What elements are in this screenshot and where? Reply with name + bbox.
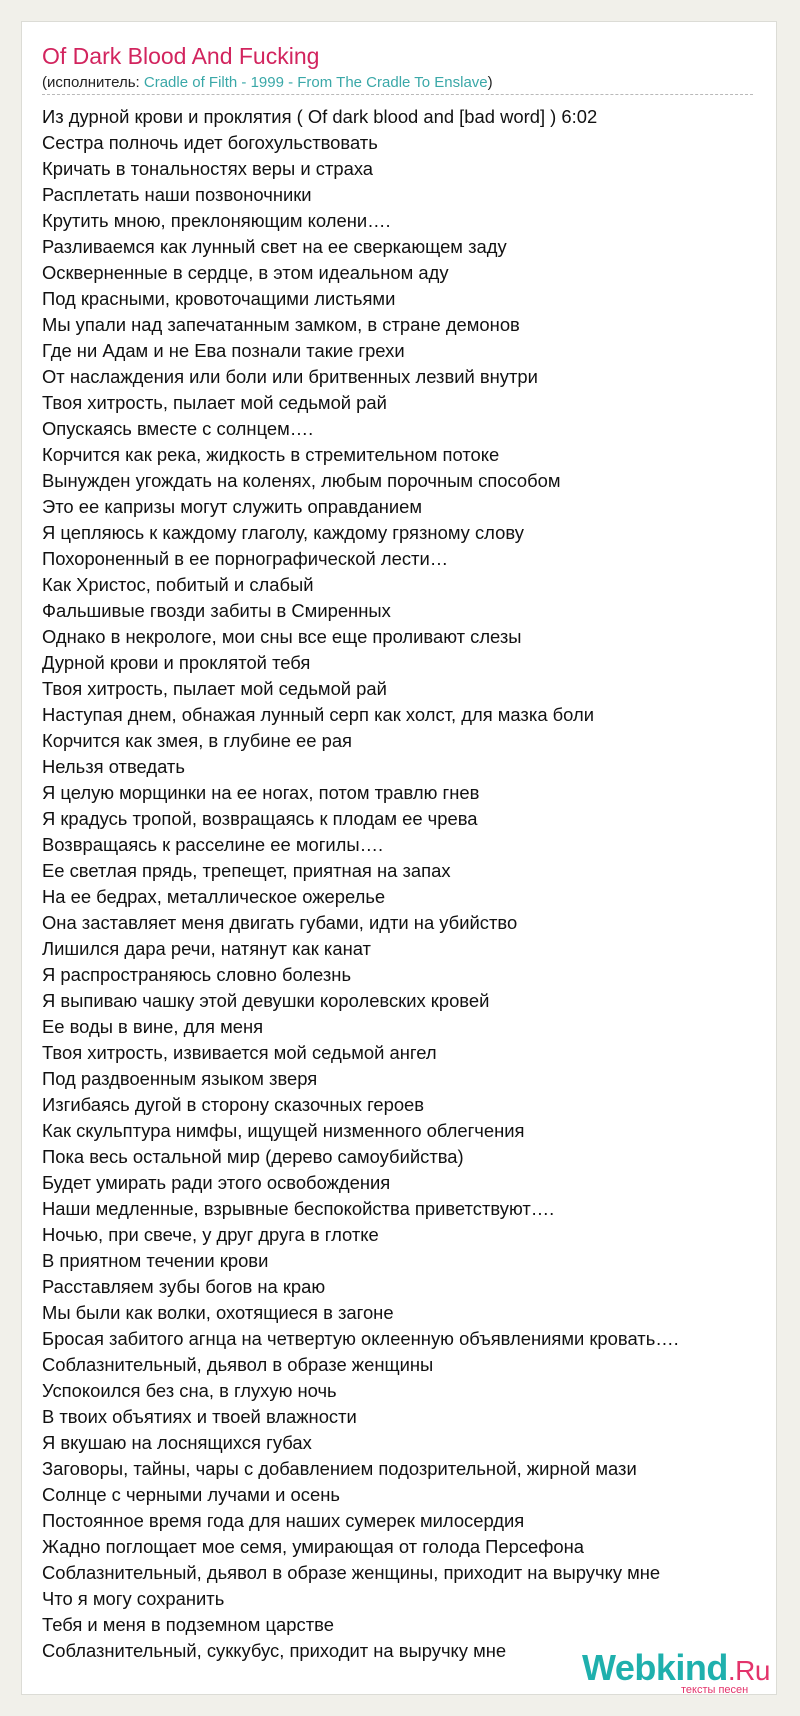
lyric-line: Что я могу сохранить: [42, 1588, 225, 1609]
logo-tld: .Ru: [727, 1655, 770, 1686]
lyric-line: Оскверненные в сердце, в этом идеальном аду: [42, 262, 449, 283]
lyric-line: Бросая забитого агнца на четвертую оклеенную объявлениями кровать….: [42, 1328, 679, 1349]
lyric-line: Мы упали над запечатанным замком, в стране демонов: [42, 314, 520, 335]
lyric-line: Я выпиваю чашку этой девушки королевских кровей: [42, 990, 490, 1011]
lyric-line: Из дурной крови и проклятия ( Of dark blood and [bad word] ) 6:02: [42, 106, 598, 127]
lyric-line: Ее светлая прядь, трепещет, приятная на запах: [42, 860, 451, 881]
lyric-line: Пока весь остальной мир (дерево самоубийства): [42, 1146, 464, 1167]
webkind-logo[interactable]: [582, 1647, 782, 1697]
lyric-line: Крутить мною, преклоняющим колени….: [42, 210, 391, 231]
lyric-line: Жадно поглощает мое семя, умирающая от голода Персефона: [42, 1536, 584, 1557]
lyric-line: Корчится как змея, в глубине ее рая: [42, 730, 353, 751]
lyric-line: На ее бедрах, металлическое ожерелье: [42, 886, 386, 907]
song-title: Of Dark Blood And Fucking: [42, 43, 320, 69]
lyric-line: Расставляем зубы богов на краю: [42, 1276, 326, 1297]
lyric-line: Как скульптура нимфы, ищущей низменного облегчения: [42, 1120, 525, 1141]
lyric-line: Я крадусь тропой, возвращаясь к плодам ее чрева: [42, 808, 478, 829]
lyric-line: Я цепляюсь к каждому глаголу, каждому грязному слову: [42, 522, 524, 543]
logo-tagline: тексты песен: [681, 1684, 749, 1696]
lyric-line: Я вкушаю на лоснящихся губах: [42, 1432, 312, 1453]
lyric-line: Корчится как река, жидкость в стремительном потоке: [42, 444, 500, 465]
lyric-line: В приятном течении крови: [42, 1250, 269, 1271]
lyric-line: Соблазнительный, дьявол в образе женщины, приходит на выручку мне: [42, 1562, 661, 1583]
lyric-line: Дурной крови и проклятой тебя: [42, 652, 311, 673]
lyric-line: Тебя и меня в подземном царстве: [42, 1614, 334, 1635]
artist-suffix: ): [487, 74, 493, 91]
lyric-line: Твоя хитрость, пылает мой седьмой рай: [42, 392, 387, 413]
lyric-line: Однако в некрологе, мои сны все еще проливают слезы: [42, 626, 522, 647]
lyric-line: Разливаемся как лунный свет на ее сверкающем заду: [42, 236, 507, 257]
lyric-line: Сестра полночь идет богохульствовать: [42, 132, 378, 153]
lyric-line: Лишился дара речи, натянут как канат: [42, 938, 371, 959]
lyric-line: Соблазнительный, суккубус, приходит на выручку мне: [42, 1640, 507, 1661]
lyric-line: Я распространяюсь словно болезнь: [42, 964, 352, 985]
lyric-line: Изгибаясь дугой в сторону сказочных героев: [42, 1094, 425, 1115]
lyric-line: Соблазнительный, дьявол в образе женщины: [42, 1354, 434, 1375]
artist-prefix: (исполнитель:: [42, 74, 144, 91]
lyric-line: Будет умирать ради этого освобождения: [42, 1172, 391, 1193]
lyric-line: Наши медленные, взрывные беспокойства приветствуют….: [42, 1198, 555, 1219]
lyric-line: Возвращаясь к расселине ее могилы….: [42, 834, 384, 855]
lyric-line: Где ни Адам и не Ева познали такие грехи: [42, 340, 405, 361]
lyric-line: Она заставляет меня двигать губами, идти на убийство: [42, 912, 518, 933]
lyric-line: Фальшивые гвозди забиты в Смиренных: [42, 600, 391, 621]
lyric-line: Ночью, при свече, у друг друга в глотке: [42, 1224, 379, 1245]
lyric-line: Под красными, кровоточащими листьями: [42, 288, 396, 309]
lyric-line: Ее воды в вине, для меня: [42, 1016, 264, 1037]
lyric-line: В твоих объятиях и твоей влажности: [42, 1406, 357, 1427]
lyric-line: Вынужден угождать на коленях, любым порочным способом: [42, 470, 561, 491]
lyric-line: Солнце с черными лучами и осень: [42, 1484, 340, 1505]
lyric-line: Опускаясь вместе с солнцем….: [42, 418, 314, 439]
artist-line: [42, 74, 753, 95]
artist-link[interactable]: Cradle of Filth - 1999 - From The Cradle To Enslave: [143, 74, 488, 91]
lyric-line: Наступая днем, обнажая лунный серп как холст, для мазка боли: [42, 704, 595, 725]
logo-brand: Webkind: [582, 1647, 728, 1688]
lyric-line: Под раздвоенным языком зверя: [42, 1068, 318, 1089]
lyric-line: Расплетать наши позвоночники: [42, 184, 312, 205]
lyric-line: Постоянное время года для наших сумерек милосердия: [42, 1510, 525, 1531]
lyric-line: Это ее капризы могут служить оправданием: [42, 496, 423, 517]
lyric-line: Я целую морщинки на ее ногах, потом травлю гнев: [42, 782, 480, 803]
lyric-line: Кричать в тональностях веры и страха: [42, 158, 374, 179]
lyric-line: Похороненный в ее порнографической лести…: [42, 548, 449, 569]
lyric-line: Твоя хитрость, извивается мой седьмой ангел: [42, 1042, 437, 1063]
lyric-line: От наслаждения или боли или бритвенных лезвий внутри: [42, 366, 538, 387]
lyric-line: Заговоры, тайны, чары с добавлением подозрительной, жирной мази: [42, 1458, 637, 1479]
page-card: [21, 21, 777, 1695]
lyric-line: Успокоился без сна, в глухую ночь: [42, 1380, 337, 1401]
lyric-line: Как Христос, побитый и слабый: [42, 574, 314, 595]
lyric-line: Твоя хитрость, пылает мой седьмой рай: [42, 678, 387, 699]
lyrics-list: [42, 104, 679, 1664]
lyric-line: Нельзя отведать: [42, 756, 185, 777]
lyric-line: Мы были как волки, охотящиеся в загоне: [42, 1302, 394, 1323]
